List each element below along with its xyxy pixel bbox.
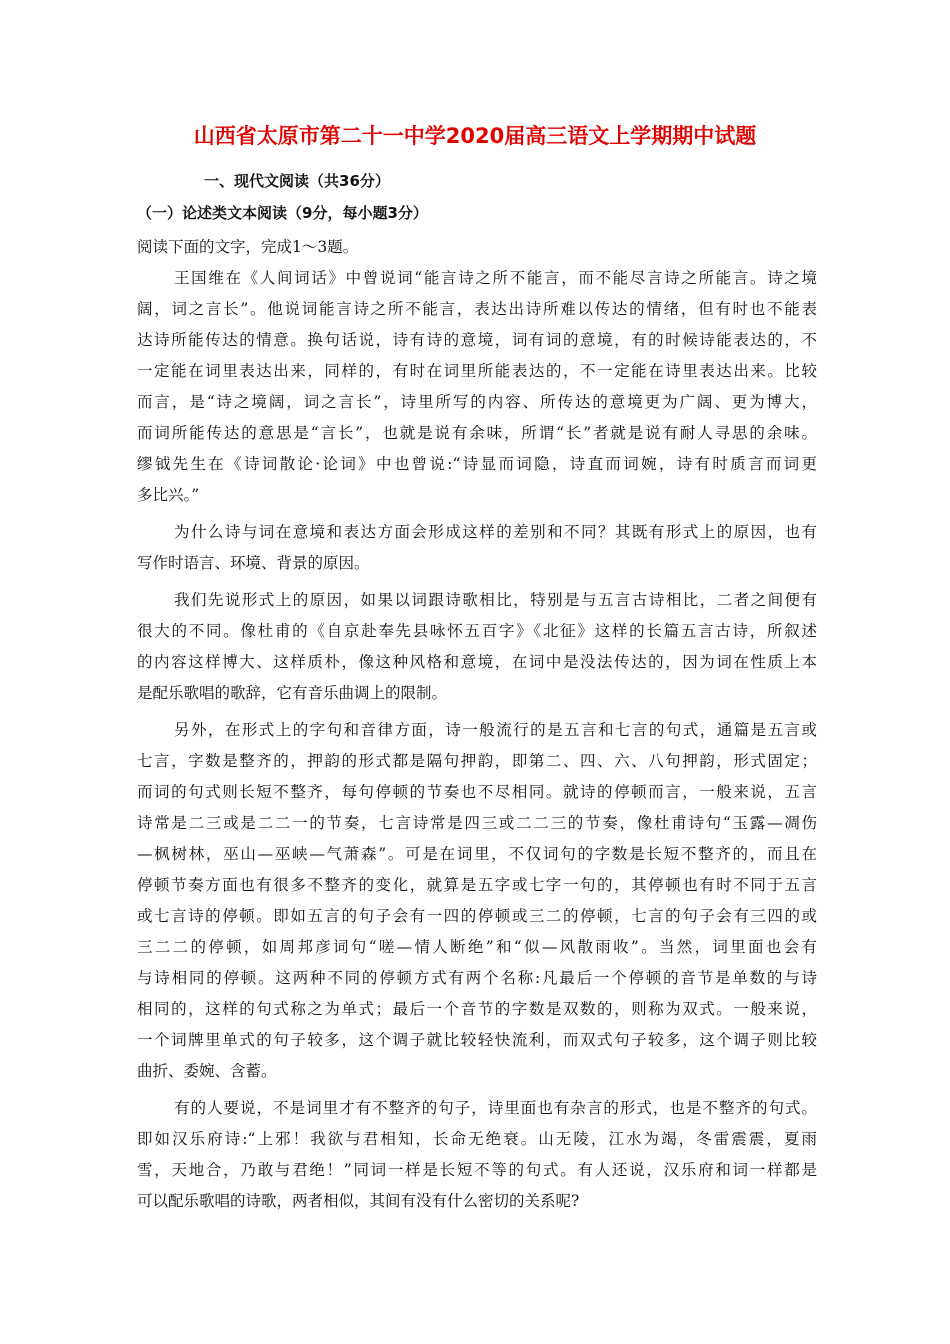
reading-passage: [137, 232, 817, 1217]
text-line: 相同的，这样的句式称之为单式；最后一个音节的字数是双数的，则称为双式。一般来说，: [137, 1000, 817, 1018]
text-line: 的内容这样博大、这样质朴，像这种风格和意境，在词中是没法传达的，因为词在性质上本: [137, 653, 817, 671]
text-line: 多比兴。”: [137, 486, 200, 504]
text-line: 诗常是二三或是二二一的节奏，七言诗常是四三或二二三的节奏，像杜甫诗句“玉露—凋伤: [137, 814, 817, 832]
text-line: 王国维在《人间词话》中曾说词“能言诗之所不能言，而不能尽言诗之所能言。诗之境: [174, 269, 817, 287]
text-line: 七言，字数是整齐的，押韵的形式都是隔句押韵，即第二、四、六、八句押韵，形式固定；: [137, 752, 817, 770]
text-line: 与诗相同的停顿。这两种不同的停顿方式有两个名称:凡最后一个停顿的音节是单数的与诗: [137, 969, 817, 987]
text-line: 而词所能传达的意思是“言长”，也就是说有余味，所谓“长”者就是说有耐人寻思的余味。: [137, 424, 817, 442]
section-heading: 一、现代文阅读（共36分）: [204, 172, 390, 190]
text-line: 是配乐歌唱的歌辞，它有音乐曲调上的限制。: [137, 684, 448, 702]
text-line: 为什么诗与词在意境和表达方面会形成这样的差别和不同？其既有形式上的原因，也有: [174, 523, 817, 541]
text-line: 另外，在形式上的字句和音律方面，诗一般流行的是五言和七言的句式，通篇是五言或: [174, 721, 817, 739]
text-line: 或七言诗的停顿。即如五言的句子会有一四的停顿或三二的停顿，七言的句子会有三四的或: [137, 907, 817, 925]
text-line: 停顿节奏方面也有很多不整齐的变化，就算是五字或七字一句的，其停顿也有时不同于五言: [137, 876, 817, 894]
text-line: 即如汉乐府诗:“上邪！我欲与君相知，长命无绝衰。山无陵，江水为竭，冬雷震震，夏雨: [137, 1130, 817, 1148]
subsection-heading: （一）论述类文本阅读（9分，每小题3分）: [137, 204, 428, 222]
text-line: 雪，天地合，乃敢与君绝！”同词一样是长短不等的句式。有人还说，汉乐府和词一样都是: [137, 1161, 817, 1179]
text-line: 写作时语言、环境、背景的原因。: [137, 554, 370, 572]
text-line: 阅读下面的文字，完成1～3题。: [137, 238, 359, 256]
document-title: 山西省太原市第二十一中学2020届高三语文上学期期中试题: [193, 124, 757, 148]
text-line: 很大的不同。像杜甫的《自京赴奉先县咏怀五百字》《北征》这样的长篇五言古诗，所叙述: [137, 622, 817, 640]
text-line: 有的人要说，不是词里才有不整齐的句子，诗里面也有杂言的形式，也是不整齐的句式。: [174, 1099, 817, 1117]
text-line: —枫树林，巫山—巫峡—气萧森”。可是在词里，不仅词句的字数是长短不整齐的，而且在: [137, 845, 817, 863]
text-line: 曲折、委婉、含蓄。: [137, 1062, 277, 1080]
text-line: 而词的句式则长短不整齐，每句停顿的节奏也不尽相同。就诗的停顿而言，一般来说，五言: [137, 783, 817, 801]
text-line: 一个词牌里单式的句子较多，这个调子就比较轻快流利，而双式句子较多，这个调子则比较: [137, 1031, 817, 1049]
text-line: 可以配乐歌唱的诗歌，两者相似，其间有没有什么密切的关系呢?: [137, 1192, 580, 1210]
text-line: 一定能在词里表达出来，同样的，有时在词里所能表达的，不一定能在诗里表达出来。比较: [137, 362, 817, 380]
text-line: 我们先说形式上的原因，如果以词跟诗歌相比，特别是与五言古诗相比，二者之间便有: [174, 591, 817, 609]
text-line: 阔，词之言长”。他说词能言诗之所不能言，表达出诗所难以传达的情绪，但有时也不能表: [137, 300, 817, 318]
text-line: 达诗所能传达的情意。换句话说，诗有诗的意境，词有词的意境，有的时候诗能表达的，不: [137, 331, 817, 349]
text-line: 缪钺先生在《诗词散论·论词》中也曾说:“诗显而词隐，诗直而词婉，诗有时质言而词更: [137, 455, 817, 473]
text-line: 三二二的停顿，如周邦彦词句“嗟—情人断绝”和“似—风散雨收”。当然，词里面也会有: [137, 938, 817, 956]
text-line: 而言，是“诗之境阔，词之言长”，诗里所写的内容、所传达的意境更为广阔、更为博大，: [137, 393, 817, 411]
